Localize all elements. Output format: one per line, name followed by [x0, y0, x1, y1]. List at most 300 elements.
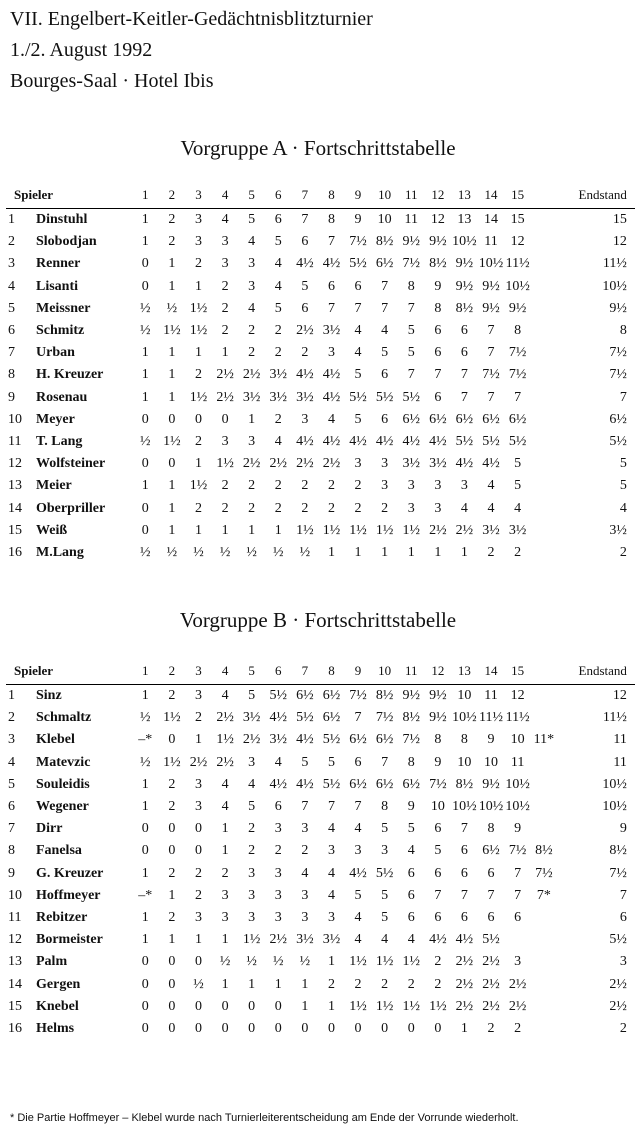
score-cell: 1	[194, 278, 202, 294]
score-cell: 0	[194, 821, 202, 837]
round-column-header: 9	[345, 182, 372, 209]
final-score-cell: 7½	[609, 367, 627, 383]
score-cell: 3	[274, 821, 282, 837]
score-cell	[531, 774, 557, 796]
score-cell: 7½	[375, 710, 394, 726]
round-column-header: 4	[212, 658, 239, 685]
score-cell: 1½	[349, 998, 367, 1014]
score-cell: 5	[434, 843, 442, 859]
score-cell	[531, 364, 557, 386]
round-column-header: 14	[478, 182, 505, 209]
score-cell: 3½	[429, 456, 447, 472]
score-cell: 3	[274, 909, 282, 925]
score-cell: 8½	[429, 256, 447, 272]
score-cell: 9½	[402, 234, 420, 250]
score-cell: 3	[434, 478, 442, 494]
final-score-cell: 8	[619, 323, 627, 339]
score-cell: 6½	[349, 776, 367, 792]
score-cell: 6	[487, 865, 495, 881]
score-cell: ½	[219, 544, 231, 560]
score-cell: 8	[460, 732, 468, 748]
score-cell: 5	[354, 887, 362, 903]
score-cell: 7	[487, 323, 495, 339]
player-name-cell: Slobodjan	[36, 234, 97, 250]
score-cell: 3	[354, 843, 362, 859]
score-cell: 9	[514, 821, 522, 837]
score-cell: 12	[430, 212, 445, 228]
score-cell: ½	[246, 954, 257, 970]
score-cell: 1½	[402, 954, 420, 970]
rank-cell: 14	[8, 500, 22, 516]
score-cell: 0	[301, 1020, 309, 1036]
score-cell: 11	[484, 234, 498, 250]
round-column-header: 10	[371, 182, 398, 209]
score-cell: 1	[221, 932, 229, 948]
score-cell: 2	[248, 323, 256, 339]
tournament-header	[10, 4, 373, 97]
score-cell: 10	[457, 754, 472, 770]
score-cell: 7	[434, 367, 442, 383]
player-name-cell: Sinz	[36, 688, 62, 704]
score-cell: 4	[221, 799, 229, 815]
table-row	[6, 453, 635, 475]
score-cell: 0	[141, 278, 149, 294]
rank-cell: 16	[8, 544, 22, 560]
score-cell: ½	[166, 300, 178, 316]
score-cell: 1	[168, 278, 176, 294]
score-cell: 4½	[322, 389, 341, 405]
score-cell: 7½	[402, 256, 420, 272]
score-cell: 3	[248, 909, 256, 925]
player-name-cell: Lisanti	[36, 278, 79, 294]
score-cell: 5	[407, 345, 415, 361]
score-cell: 1	[168, 389, 176, 405]
final-score-cell: 3	[619, 954, 627, 970]
score-cell: 7	[460, 389, 468, 405]
score-cell: 1	[141, 345, 149, 361]
score-cell: 8	[407, 278, 415, 294]
score-cell: 2	[221, 500, 229, 516]
score-cell: 9	[434, 754, 442, 770]
score-cell: 9	[434, 278, 442, 294]
score-cell: 1½	[163, 710, 181, 726]
score-cell: 1	[141, 776, 149, 792]
score-cell: 9½	[482, 776, 500, 792]
score-cell: ½	[246, 544, 257, 560]
score-cell	[531, 475, 557, 497]
final-score-cell: 6½	[609, 411, 627, 427]
score-cell: 4	[354, 932, 362, 948]
score-cell: 1	[301, 976, 309, 992]
player-name-cell: Dirr	[36, 821, 63, 837]
player-name-cell: Renner	[36, 256, 81, 272]
rank-cell: 2	[8, 234, 15, 250]
score-cell: 0	[168, 998, 176, 1014]
final-score-cell: 9½	[609, 300, 627, 316]
score-cell: 14	[484, 212, 499, 228]
score-cell: 5	[327, 754, 335, 770]
score-cell: 2	[221, 278, 229, 294]
table-row	[6, 818, 635, 840]
score-cell: 2	[221, 478, 229, 494]
score-cell: 3	[301, 909, 309, 925]
score-cell: 4½	[322, 256, 341, 272]
score-cell: 3	[248, 256, 256, 272]
score-cell: 1	[327, 544, 335, 560]
score-cell: 3½	[269, 732, 288, 748]
score-cell: 1	[221, 976, 229, 992]
score-cell: 10	[457, 688, 472, 704]
round-column-header: 2	[159, 182, 186, 209]
final-score-cell: 11½	[602, 256, 627, 272]
score-cell: 5	[274, 234, 282, 250]
score-cell: 7	[487, 389, 495, 405]
score-cell: 6	[434, 821, 442, 837]
score-cell	[531, 209, 557, 232]
rank-cell: 5	[8, 300, 15, 316]
score-cell: 5	[381, 909, 389, 925]
score-cell: 8	[327, 212, 335, 228]
score-cell: 1½	[349, 522, 367, 538]
score-cell: 7	[301, 212, 309, 228]
score-cell: 6½	[482, 843, 500, 859]
score-cell: 1	[141, 932, 149, 948]
score-cell: 8	[514, 323, 522, 339]
score-cell	[531, 707, 557, 729]
score-cell: 10½	[505, 776, 530, 792]
score-cell: 10	[510, 732, 525, 748]
score-cell: 2½	[189, 754, 208, 770]
score-cell: 2	[248, 478, 256, 494]
score-cell: 1½	[216, 456, 234, 472]
table-row	[6, 774, 635, 796]
score-cell: 4½	[269, 776, 288, 792]
score-cell: –*	[138, 732, 153, 748]
player-name-cell: Klebel	[36, 732, 75, 748]
table-row	[6, 685, 635, 708]
score-cell: 7	[354, 799, 362, 815]
score-cell: 13	[457, 212, 472, 228]
score-cell: 3	[381, 478, 389, 494]
score-cell: 4	[487, 500, 495, 516]
score-cell: 7½	[508, 843, 527, 859]
player-name-cell: Fanelsa	[36, 843, 82, 859]
player-name-cell: G. Kreuzer	[36, 865, 104, 881]
final-score-cell: 2½	[609, 976, 627, 992]
score-cell: 1½	[189, 478, 208, 494]
score-cell: 0	[327, 1020, 335, 1036]
final-column-header: Endstand	[557, 658, 635, 685]
score-cell: 1	[221, 522, 229, 538]
round-column-header: 12	[425, 182, 452, 209]
score-cell: 1½	[375, 998, 394, 1014]
score-cell: 1	[168, 932, 176, 948]
final-score-cell: 3½	[609, 522, 627, 538]
score-cell: 3	[301, 411, 309, 427]
score-cell: 2	[434, 954, 442, 970]
score-cell: 3	[221, 234, 229, 250]
score-cell: 4½	[296, 256, 314, 272]
score-cell: 4½	[429, 932, 447, 948]
score-cell: 0	[354, 1020, 362, 1036]
score-cell: 1	[248, 411, 256, 427]
score-cell: 2½	[455, 954, 474, 970]
table-row	[6, 542, 635, 564]
score-cell: 6½	[402, 776, 420, 792]
final-score-cell: 15	[612, 212, 627, 228]
score-cell: 6	[327, 278, 335, 294]
score-cell: 3	[221, 887, 229, 903]
score-cell	[531, 298, 557, 320]
score-cell: 4	[354, 821, 362, 837]
score-cell: 6	[434, 389, 442, 405]
score-cell: 3	[381, 843, 389, 859]
round-column-header: 12	[425, 658, 452, 685]
score-cell: 10½	[478, 799, 504, 815]
round-column-header: 8	[318, 182, 345, 209]
table-row	[6, 996, 635, 1018]
score-cell: 4½	[429, 433, 447, 449]
score-cell: 3	[301, 887, 309, 903]
score-cell: 5	[248, 688, 256, 704]
score-cell: 1	[221, 843, 229, 859]
score-cell: 6	[301, 300, 309, 316]
score-cell: 7	[460, 887, 468, 903]
score-cell: 6	[434, 345, 442, 361]
score-cell: 1	[141, 367, 149, 383]
score-cell: 9	[354, 212, 362, 228]
score-cell: 6½	[349, 732, 367, 748]
round-column-header: 15	[504, 658, 531, 685]
round-column-header: 14	[478, 658, 505, 685]
score-cell: 4	[221, 212, 229, 228]
score-cell: 5½	[349, 256, 367, 272]
rank-cell: 10	[8, 411, 22, 427]
score-cell: 6	[354, 754, 362, 770]
score-cell: 1½	[216, 732, 234, 748]
score-cell: ½	[140, 323, 151, 339]
score-cell: 2½	[455, 522, 474, 538]
score-cell: 5	[248, 212, 256, 228]
score-cell: 2½	[508, 976, 527, 992]
score-cell: 3½	[269, 389, 288, 405]
score-cell: 2	[194, 256, 202, 272]
score-cell: 4	[327, 865, 335, 881]
final-score-cell: 2½	[609, 998, 627, 1014]
score-cell: 15	[510, 212, 525, 228]
score-cell: 2	[274, 345, 282, 361]
score-cell: 0	[141, 1020, 149, 1036]
round-column-header: 7	[292, 182, 319, 209]
score-cell: 2	[274, 500, 282, 516]
score-cell: 10½	[505, 278, 530, 294]
table-row	[6, 729, 635, 751]
score-cell: 6	[514, 909, 522, 925]
score-cell: 7	[514, 887, 522, 903]
score-cell: 11	[404, 212, 418, 228]
group-b-progress-table	[6, 658, 635, 1040]
table-row	[6, 840, 635, 862]
score-cell: 6	[274, 799, 282, 815]
score-cell: 3	[407, 478, 415, 494]
score-cell: 4	[327, 821, 335, 837]
score-cell: ½	[140, 710, 151, 726]
score-cell	[531, 752, 557, 774]
score-cell	[531, 320, 557, 342]
score-cell: 8½	[375, 688, 394, 704]
score-cell: 0	[141, 954, 149, 970]
score-cell: 1½	[429, 998, 447, 1014]
rank-cell: 1	[8, 688, 15, 704]
score-cell: 1	[141, 478, 149, 494]
score-cell: 5	[274, 300, 282, 316]
score-cell: 2½	[508, 998, 527, 1014]
score-cell: 2	[301, 345, 309, 361]
score-cell: 6	[381, 411, 389, 427]
score-cell: ½	[140, 544, 151, 560]
score-cell: 9½	[429, 234, 447, 250]
score-cell	[531, 542, 557, 564]
score-cell: 2	[194, 367, 202, 383]
score-cell: 12	[510, 234, 525, 250]
score-cell: 1	[194, 522, 202, 538]
score-cell: 5½	[322, 776, 341, 792]
score-cell: 2	[248, 821, 256, 837]
score-cell: 2	[407, 976, 415, 992]
score-cell: 10½	[452, 799, 477, 815]
score-cell: 4	[301, 865, 309, 881]
score-cell: 1	[354, 544, 362, 560]
player-name-cell: Matevzic	[36, 754, 91, 770]
score-cell: 3	[354, 456, 362, 472]
score-cell: 5½	[402, 389, 420, 405]
score-cell: 2½	[296, 456, 314, 472]
score-cell: 1	[168, 367, 176, 383]
score-cell: 2½	[242, 367, 261, 383]
score-cell: 5	[407, 821, 415, 837]
score-cell: 0	[141, 843, 149, 859]
final-score-cell: 10½	[602, 776, 627, 792]
score-cell: 5	[354, 367, 362, 383]
score-cell: 2	[248, 500, 256, 516]
score-cell: 4	[327, 887, 335, 903]
score-cell: 0	[141, 976, 149, 992]
score-cell: 7*	[536, 887, 551, 903]
score-cell: 11½	[505, 256, 530, 272]
table-row	[6, 973, 635, 995]
score-cell: 0	[381, 1020, 389, 1036]
score-cell: 2½	[216, 710, 234, 726]
rank-cell: 6	[8, 323, 15, 339]
score-cell	[531, 796, 557, 818]
final-score-cell: 8½	[609, 843, 627, 859]
rank-cell: 5	[8, 776, 15, 792]
score-cell: 0	[168, 1020, 176, 1036]
score-cell: 4	[248, 300, 256, 316]
score-cell: 1	[194, 345, 202, 361]
score-cell: 5½	[269, 688, 288, 704]
rank-cell: 2	[8, 710, 15, 726]
player-name-cell: Souleidis	[36, 776, 90, 792]
score-cell	[531, 253, 557, 275]
score-cell: 8	[407, 754, 415, 770]
score-cell: 6½	[429, 411, 447, 427]
player-name-cell: Meyer	[36, 411, 75, 427]
final-score-cell: 5	[619, 456, 627, 472]
table-row	[6, 364, 635, 386]
score-cell: 3	[460, 478, 468, 494]
score-cell: 7	[460, 367, 468, 383]
score-cell: 2	[194, 500, 202, 516]
rank-cell: 8	[8, 367, 15, 383]
score-cell: 5	[354, 411, 362, 427]
score-cell: 3	[248, 278, 256, 294]
score-cell: 6½	[322, 688, 341, 704]
score-cell: 4	[221, 776, 229, 792]
score-cell: 4½	[322, 433, 341, 449]
score-cell: –*	[138, 887, 153, 903]
rank-cell: 4	[8, 754, 15, 770]
score-cell: 5½	[508, 433, 527, 449]
player-name-cell: Helms	[36, 1020, 75, 1036]
score-cell: 0	[194, 411, 202, 427]
round-column-header: 8	[318, 658, 345, 685]
score-cell: 2	[168, 909, 176, 925]
score-cell: 2	[194, 433, 202, 449]
score-cell: 4	[407, 932, 415, 948]
score-cell: 7	[327, 300, 335, 316]
score-cell: 4	[487, 478, 495, 494]
rank-cell: 7	[8, 345, 15, 361]
tournament-date: 1./2. August 1992	[10, 39, 153, 61]
final-score-cell: 7	[619, 389, 627, 405]
score-cell: 6½	[375, 776, 394, 792]
player-name-cell: T. Lang	[36, 433, 83, 449]
score-cell	[531, 818, 557, 840]
score-cell: 1	[141, 865, 149, 881]
score-cell: 0	[194, 843, 202, 859]
score-cell: 0	[248, 1020, 256, 1036]
score-cell: 2	[514, 544, 522, 560]
score-cell: 1½	[375, 954, 394, 970]
score-cell: 7½	[402, 732, 420, 748]
table-row	[6, 320, 635, 342]
score-cell: 3	[248, 433, 256, 449]
player-name-cell: Palm	[36, 954, 68, 970]
score-cell: 5½	[375, 865, 394, 881]
score-cell: 10	[430, 799, 445, 815]
score-cell: 7	[434, 887, 442, 903]
score-cell: 3	[194, 212, 202, 228]
score-cell: 7	[301, 799, 309, 815]
player-name-cell: Rebitzer	[36, 909, 88, 925]
score-cell: 7	[407, 367, 415, 383]
score-cell: 0	[434, 1020, 442, 1036]
score-cell: 6½	[482, 411, 500, 427]
rank-cell: 16	[8, 1020, 22, 1036]
score-cell: 9½	[482, 278, 500, 294]
score-cell: 2½	[242, 456, 261, 472]
score-cell: 7½	[508, 345, 527, 361]
score-cell: 2	[274, 411, 282, 427]
score-cell: 1	[248, 976, 256, 992]
score-cell: 6	[407, 865, 415, 881]
score-cell: 1	[141, 799, 149, 815]
final-score-cell: 5	[619, 478, 627, 494]
final-score-cell: 7½	[609, 345, 627, 361]
score-cell: 1	[168, 478, 176, 494]
score-cell	[531, 929, 557, 951]
